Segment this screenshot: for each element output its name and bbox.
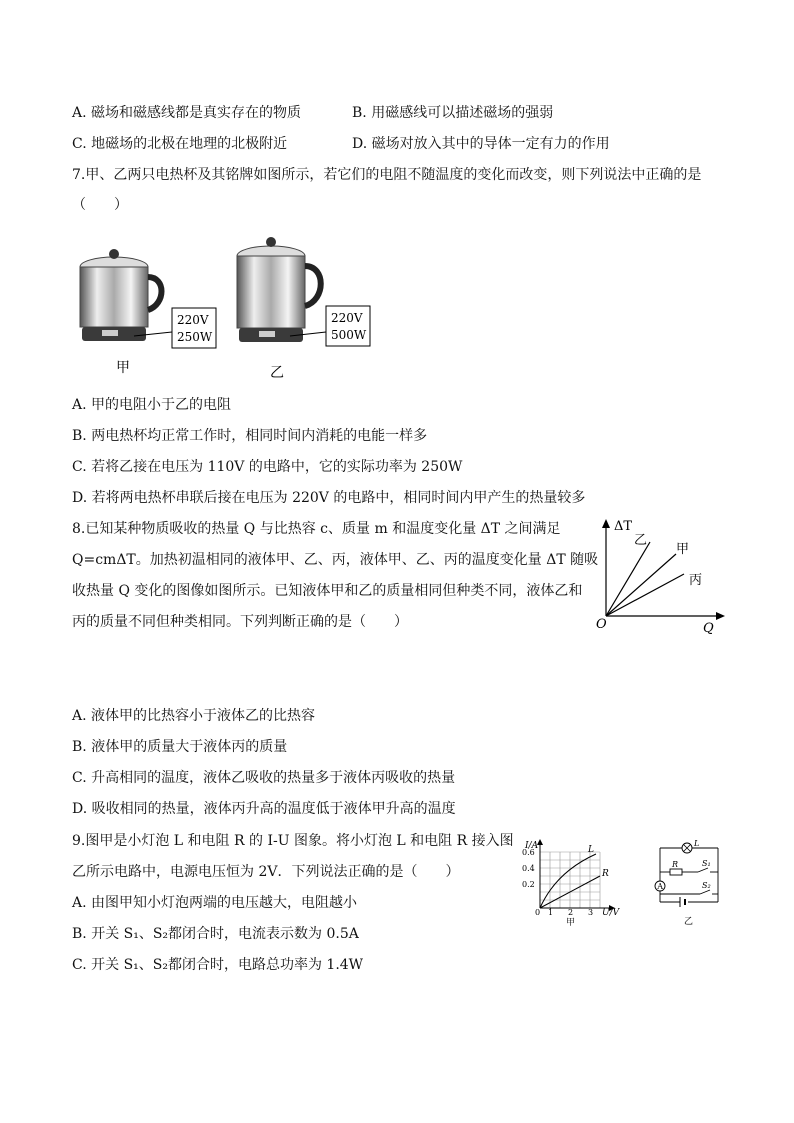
circuit-resistor-label: R xyxy=(672,860,679,869)
circuit-switch1-label: S₁ xyxy=(702,859,711,868)
q9-option-a: A. 由图甲知小灯泡两端的电压越大，电阻越小 xyxy=(72,895,358,911)
q9-line-1: 9.图甲是小灯泡 L 和电阻 R 的 I-U 图象。将小灯泡 L 和电阻 R 接入图 xyxy=(72,833,514,849)
q7-figure xyxy=(74,232,374,382)
ammeter-label: A xyxy=(657,882,663,891)
q8-line-4: 丙的质量不同但种类相同。下列判断正确的是（ ） xyxy=(72,614,408,630)
cup-jia-label: 甲 xyxy=(116,360,130,376)
q7-stem: 7.甲、乙两只电热杯及其铭牌如图所示，若它们的电阻不随温度的变化而改变，则下列说法中正确的是 xyxy=(72,167,702,183)
q6-option-a: A. 磁场和磁感线都是真实存在的物质 xyxy=(72,105,302,121)
lamp-symbol xyxy=(682,843,692,853)
q7-option-d: D. 若将两电热杯串联后接在电压为 220V 的电路中，相同时间内甲产生的热量较多 xyxy=(72,490,586,506)
q8-x-label: Q xyxy=(703,621,714,634)
q9-y-tick-06: 0.6 xyxy=(522,848,535,857)
circuit-switch2-label: S₂ xyxy=(702,881,711,890)
q9-graph-caption: 甲 xyxy=(566,918,576,928)
q9-option-c: C. 开关 S₁、S₂都闭合时，电路总功率为 1.4W xyxy=(72,957,364,973)
q8-option-a: A. 液体甲的比热容小于液体乙的比热容 xyxy=(72,708,316,724)
q9-x-tick-1: 1 xyxy=(548,908,554,917)
q8-label-yi: 乙 xyxy=(634,533,648,548)
q8-label-bing: 丙 xyxy=(689,573,703,588)
q9-x-tick-3: 3 xyxy=(588,908,594,917)
ammeter-symbol xyxy=(655,881,665,891)
battery-symbol xyxy=(680,897,685,907)
q7-option-a: A. 甲的电阻小于乙的电阻 xyxy=(72,397,232,413)
q8-label-jia: 甲 xyxy=(676,542,690,557)
circuit-caption: 乙 xyxy=(684,917,694,927)
cup-yi-image xyxy=(237,237,321,342)
q8-graph xyxy=(592,516,726,634)
q8-line-jia xyxy=(606,554,676,616)
q9-circuit xyxy=(652,838,726,928)
cup-jia-image xyxy=(80,249,162,341)
q9-x-tick-2: 2 xyxy=(568,908,574,917)
q8-line-1: 8.已知某种物质吸收的热量 Q 与比热容 c、质量 m 和温度变化量 ΔT 之间满足 xyxy=(72,521,561,537)
q9-label-l: L xyxy=(588,845,594,855)
q8-y-label: ΔT xyxy=(614,519,633,534)
circuit-lamp-label: L xyxy=(694,839,700,848)
q9-option-b: B. 开关 S₁、S₂都闭合时，电流表示数为 0.5A xyxy=(72,926,359,942)
q7-option-c: C. 若将乙接在电压为 110V 的电路中，它的实际功率为 250W xyxy=(72,459,463,475)
q8-line-2: Q=cmΔT。加热初温相同的液体甲、乙、丙，液体甲、乙、丙的温度变化量 ΔT 随吸 xyxy=(72,552,599,568)
q9-origin-label: 0 xyxy=(535,908,541,917)
q9-line-2: 乙所示电路中，电源电压恒为 2V．下列说法正确的是（ ） xyxy=(72,864,460,880)
q8-option-b: B. 液体甲的质量大于液体丙的质量 xyxy=(72,739,288,755)
q7-bracket: （ ） xyxy=(72,197,128,213)
q8-line-bing xyxy=(606,574,684,616)
q9-x-label: U/V xyxy=(602,908,620,918)
q9-iu-graph xyxy=(516,836,624,928)
cup-jia-voltage: 220V xyxy=(177,313,209,327)
q8-option-c: C. 升高相同的温度，液体乙吸收的热量多于液体丙吸收的热量 xyxy=(72,770,456,786)
q6-option-c: C. 地磁场的北极在地理的北极附近 xyxy=(72,136,288,152)
cup-yi-voltage: 220V xyxy=(331,311,363,325)
q8-line-yi xyxy=(606,542,650,616)
q8-origin-label: O xyxy=(596,617,607,632)
cup-yi-label: 乙 xyxy=(270,365,284,381)
q9-y-tick-04: 0.4 xyxy=(522,864,535,873)
q8-line-3: 收热量 Q 变化的图像如图所示。已知液体甲和乙的质量相同但种类不同，液体乙和 xyxy=(72,583,583,599)
q6-option-b: B. 用磁感线可以描述磁场的强弱 xyxy=(352,105,554,121)
q7-option-b: B. 两电热杯均正常工作时，相同时间内消耗的电能一样多 xyxy=(72,428,428,444)
q8-option-d: D. 吸收相同的热量，液体丙升高的温度低于液体甲升高的温度 xyxy=(72,801,456,817)
cup-yi-power: 500W xyxy=(331,328,367,342)
resistor-symbol xyxy=(670,869,682,875)
q9-label-r: R xyxy=(602,869,609,879)
q9-y-label: I/A xyxy=(525,841,539,851)
cup-jia-power: 250W xyxy=(177,330,213,344)
q6-option-d: D. 磁场对放入其中的导体一定有力的作用 xyxy=(352,136,610,152)
q9-y-tick-02: 0.2 xyxy=(522,880,535,889)
